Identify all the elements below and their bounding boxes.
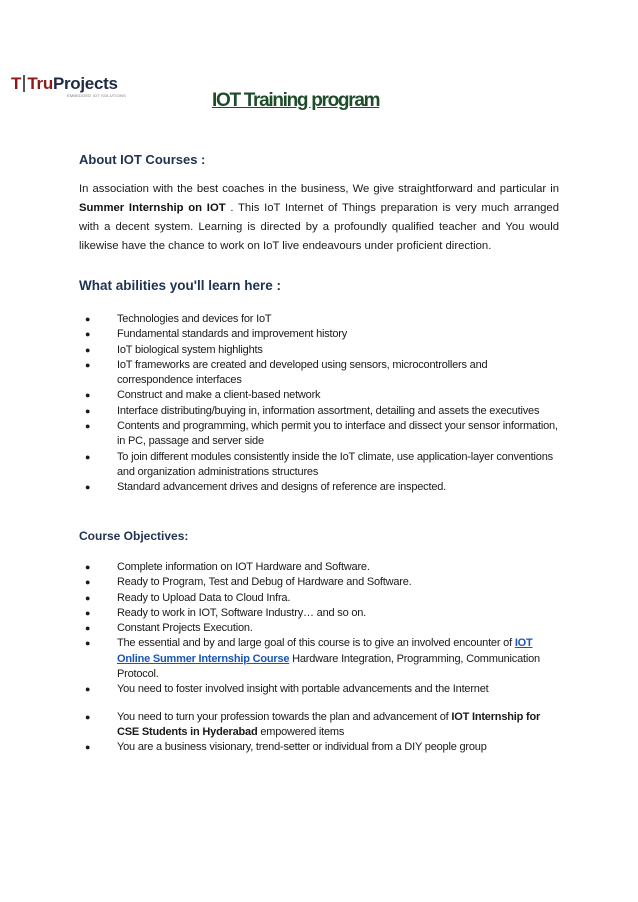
list-item: ● Ready to Program, Test and Debug of Hardware and Software.: [85, 576, 412, 589]
list-item: ● Complete information on IOT Hardware and Software.: [85, 561, 370, 573]
logo-projects: Projects: [52, 74, 118, 93]
list-item: ● You need to turn your profession towards the plan and advancement of IOT Internship for CSE Students in Hyderabad empowered items: [85, 710, 541, 738]
abilities-heading: What abilities you'll learn here :: [79, 278, 282, 293]
cse-internship-bold: IOT Internship for CSE Students in Hyderabad: [117, 710, 541, 738]
truprojects-logo: [11, 74, 127, 99]
about-bold-internship: Summer Internship on IOT: [79, 202, 226, 214]
summer-internship-course-link[interactable]: IOT Online Summer Internship Course: [117, 637, 533, 665]
about-text-1: In association with the best coaches in the business, We give straightforward and particular in: [79, 183, 559, 195]
list-item: ● Ready to Upload Data to Cloud Infra.: [85, 591, 291, 604]
logo-tru: Tru: [27, 74, 53, 93]
objectives-heading: Course Objectives:: [79, 529, 189, 543]
list-item: ● To join different modules consistently inside the IoT climate, use application-layer conventions and organization administrations structures: [85, 450, 553, 478]
about-paragraph: [79, 180, 559, 256]
list-item: ● Constant Projects Execution.: [85, 622, 253, 635]
list-item: ● Fundamental standards and improvement history: [85, 328, 348, 341]
logo-divider: [23, 75, 25, 92]
list-item: ● You are a business visionary, trend-setter or individual from a DIY people group: [85, 741, 487, 754]
list-item: ● Construct and make a client-based network: [85, 389, 321, 402]
page-title: IOT Training program: [212, 90, 380, 111]
list-item: ● Interface distributing/buying in, information assortment, detailing and assets the executives: [85, 404, 540, 417]
list-item: ● IoT frameworks are created and developed using sensors, microcontrollers and correspondence interfaces: [85, 358, 488, 387]
about-text-2: . This IoT Internet of Things preparation is very much arranged with a decent system. Learning is directed by a profoundly qualified teacher and You would likewise have the chance to work on IoT live endeavours under proficient direction.: [79, 202, 559, 252]
about-heading: About IOT Courses :: [79, 152, 206, 167]
logo-tagline: EMBEDDED IOT SOLUTIONS: [67, 93, 127, 98]
abilities-list: [79, 312, 559, 496]
list-item: ● IoT biological system highlights: [85, 343, 263, 356]
list-item: ● Standard advancement drives and designs of reference are inspected.: [85, 481, 447, 494]
list-item: ● Contents and programming, which permit you to interface and dissect your sensor information, in PC, passage and server side: [85, 420, 558, 448]
list-item: ● Technologies and devices for IoT: [85, 313, 272, 325]
list-item: ● The essential and by and large goal of this course is to give an involved encounter of IOT Online Summer Internship Course Hardware Integration, Programming, Communication Protocol.: [85, 637, 540, 681]
list-item: ● Ready to work in IOT, Software Industry… and so on.: [85, 606, 367, 619]
list-item: ● You need to foster involved insight with portable advancements and the Internet: [85, 683, 489, 696]
logo-letter-t: T: [11, 74, 22, 93]
objectives-list: [79, 560, 559, 756]
